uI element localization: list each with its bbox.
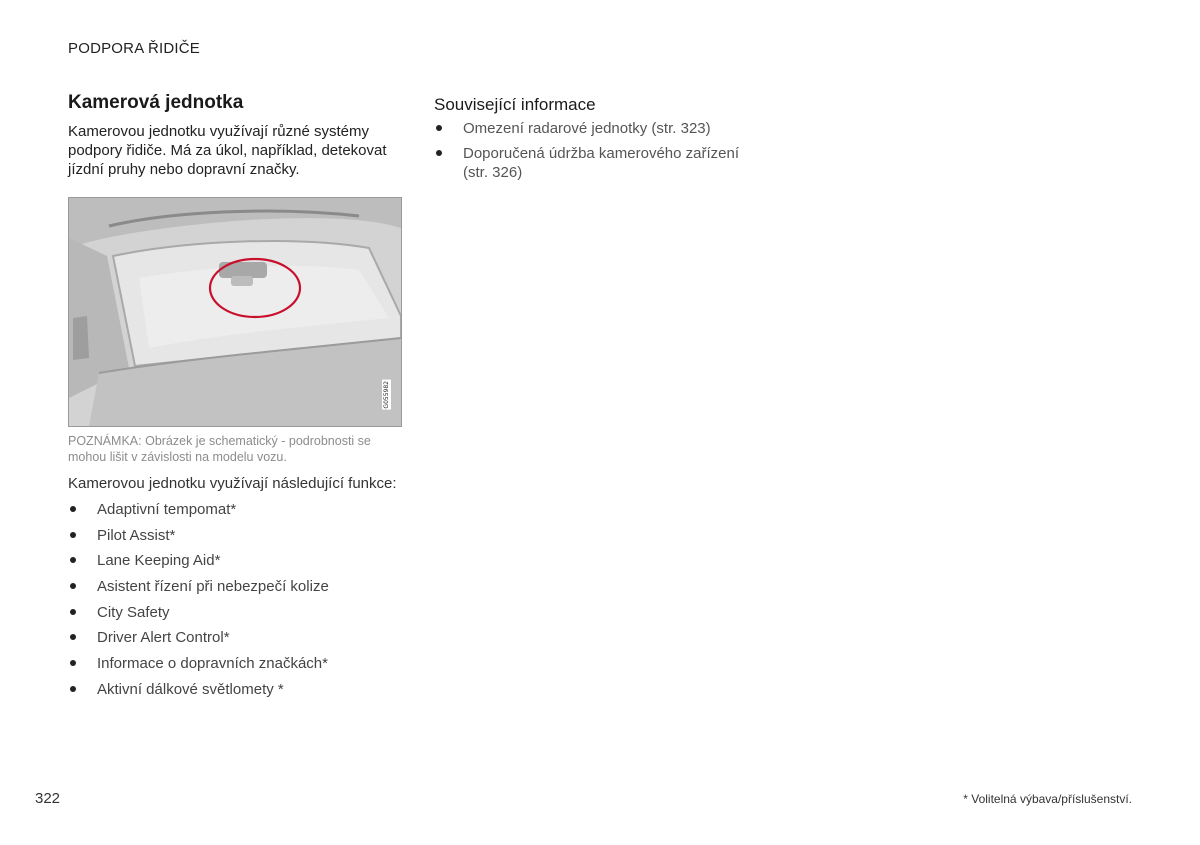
list-item: Aktivní dálkové světlomety * xyxy=(68,680,403,699)
windshield-camera-illustration xyxy=(68,197,402,427)
figure-note: POZNÁMKA: Obrázek je schematický - podrobnosti se mohou lišit v závislosti na modelu vozu. xyxy=(68,434,371,464)
functions-list xyxy=(68,500,403,699)
list-item: City Safety xyxy=(68,603,403,622)
page-title: Kamerová jednotka xyxy=(68,92,244,113)
list-item: Asistent řízení při nebezpečí kolize xyxy=(68,577,403,596)
car-windshield-drawing xyxy=(69,198,401,426)
list-item: Driver Alert Control* xyxy=(68,628,403,647)
related-link[interactable]: Doporučená údržba kamerového zařízení (str. 326) xyxy=(434,144,754,182)
list-item: Lane Keeping Aid* xyxy=(68,551,403,570)
list-item: Adaptivní tempomat* xyxy=(68,500,403,519)
section-header: PODPORA ŘIDIČE xyxy=(68,40,200,57)
right-column xyxy=(434,95,754,188)
functions-lead: Kamerovou jednotku využívají následující funkce: xyxy=(68,475,397,492)
related-link[interactable]: Omezení radarové jednotky (str. 323) xyxy=(434,119,754,138)
page-number: 322 xyxy=(35,790,61,807)
figure-code: G055982 xyxy=(383,381,390,409)
list-item: Pilot Assist* xyxy=(68,526,403,545)
footnote: * Volitelná výbava/příslušenství. xyxy=(963,792,1132,806)
list-item: Informace o dopravních značkách* xyxy=(68,654,403,673)
related-info-title: Související informace xyxy=(434,95,596,114)
left-column xyxy=(68,92,403,706)
intro-paragraph: Kamerovou jednotku využívají různé systémy podpory řidiče. Má za úkol, například, detekovat jízdní pruhy nebo dopravní značky. xyxy=(68,123,387,178)
related-links-list xyxy=(434,119,754,182)
